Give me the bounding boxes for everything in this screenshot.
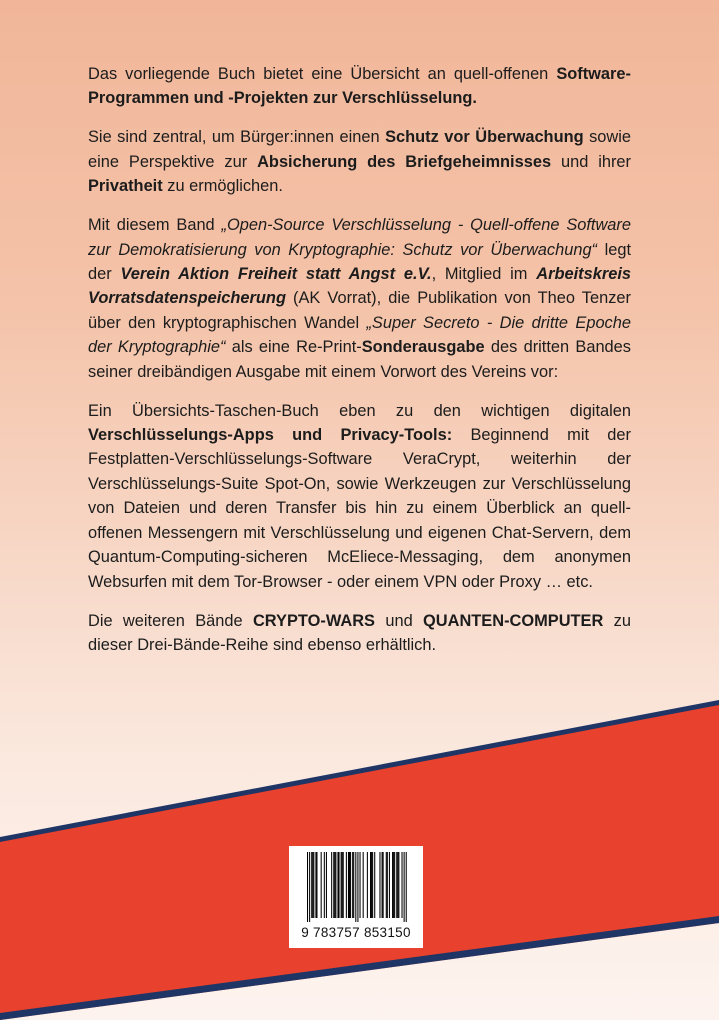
barcode-bar (352, 852, 353, 918)
barcode-bar (404, 852, 405, 922)
barcode-bar (397, 852, 398, 918)
barcode-bar (315, 852, 316, 918)
barcode-bar (383, 852, 384, 918)
barcode-bar (324, 852, 325, 918)
barcode-bar (374, 852, 375, 918)
barcode-bar (350, 852, 351, 918)
barcode-bar (343, 852, 344, 918)
barcode-bar (387, 852, 388, 918)
barcode-bar (372, 852, 373, 918)
paragraph-2 (88, 125, 631, 198)
bold-text: Verschlüsselungs-Apps und Privacy-Tools: (88, 426, 453, 445)
barcode-bar (392, 852, 393, 918)
barcode-bar (371, 852, 372, 918)
barcode-bar (337, 852, 338, 918)
text: Ein Übersichts-Taschen-Buch eben zu den wichtigen digitalen (88, 401, 631, 420)
barcode-bar (316, 852, 317, 918)
barcode-bar (370, 852, 371, 918)
text: Sie sind zentral, um Bürger:innen einen (88, 128, 386, 147)
text: und ihrer (551, 152, 631, 171)
barcode-bar (394, 852, 395, 918)
text: (AK Vorrat), die Publikation von Theo Tenzer über den kryptographischen Wandel (88, 289, 631, 332)
italic-title: „Open-Source Verschlüsselung - Quell-offene Software zur Demokratisierung von Kryptographie: Schutz vor Überwachung“ (88, 216, 632, 259)
barcode-bar (379, 852, 380, 918)
barcode-bar (353, 852, 354, 918)
barcode-bar (406, 852, 407, 922)
barcode-bar (386, 852, 387, 918)
bold-italic-text: Arbeitskreis Vorratsdatenspeicherung (88, 265, 631, 308)
barcode-bar (341, 852, 342, 918)
bold-text: Privatheit (88, 177, 163, 196)
barcode-bar (334, 852, 335, 918)
isbn-barcode (289, 846, 423, 948)
bold-text: Absicherung des Briefgeheimnisses (257, 152, 552, 171)
text: Mit diesem Band (88, 216, 222, 235)
paragraph-3 (88, 213, 631, 384)
paragraph-1 (88, 62, 631, 111)
barcode-bar (389, 852, 390, 918)
barcode-bar (357, 852, 358, 922)
text: sowie eine Perspektive zur (88, 128, 631, 171)
barcode-bar (313, 852, 314, 918)
barcode-bar (360, 852, 361, 918)
blurb-text (88, 62, 631, 672)
barcode-bar (326, 852, 327, 918)
italic-title: „Super Secreto - Die dritte Epoche der Kryptographie“ (88, 313, 631, 357)
bold-text: Schutz vor Überwachung (385, 128, 584, 147)
barcode-bar (335, 852, 336, 918)
barcode-bar (312, 852, 313, 918)
barcode-bar (355, 852, 356, 922)
text: und (375, 611, 424, 630)
isbn-number: 9 783757 853150 (301, 925, 411, 940)
barcode-bar (367, 852, 368, 918)
text: Beginnend mit der Festplatten-Verschlüsselungs-Software VeraCrypt, weiterhin der Verschlüsselungs-Suite Spot-On, sowie Werkzeugen zur Verschlüsselung von Dateien und deren Transfer bis hin zu einem Überblick an quell-offenen Messengern mit Verschlüsselung und eigenen Chat-Servern, dem Quantum-Computing-sicheren McEliece-Messaging, dem anonymen Websurfen mit dem Tor-Browser - oder einem VPN oder Proxy … etc. (88, 426, 631, 591)
bold-italic-text: Verein Aktion Freiheit statt Angst e.V. (120, 265, 432, 284)
text: zu ermöglichen. (162, 177, 283, 196)
text: als eine Re-Print- (225, 338, 362, 357)
barcode-bar (402, 852, 403, 918)
barcode-bar (309, 852, 310, 922)
text: des dritten Bandes seiner dreibändigen Ausgabe mit einem Vorwort des Vereins vor: (88, 338, 631, 381)
barcode-bar (333, 852, 334, 918)
barcode-bar (311, 852, 312, 918)
barcode-bar (349, 852, 350, 918)
bold-text: Sonderausgabe (361, 338, 485, 357)
barcode-bar (398, 852, 399, 918)
barcode-bar (346, 852, 347, 918)
bold-text: CRYPTO-WARS (252, 611, 375, 630)
text: , Mitglied im (431, 265, 537, 284)
text: Das vorliegende Buch bietet eine Übersicht an quell-offenen (88, 65, 557, 83)
bold-text: Software-Programmen und -Projekten zur Verschlüsselung. (88, 65, 631, 108)
barcode-bar (396, 852, 397, 918)
bold-text: QUANTEN-COMPUTER (423, 611, 604, 630)
barcode-bar (307, 852, 308, 922)
barcode-bar (393, 852, 394, 918)
barcode-bar (348, 852, 349, 918)
text: Die weiteren Bände (88, 611, 253, 630)
barcode-bar (331, 852, 332, 918)
paragraph-5 (88, 609, 631, 658)
paragraph-4 (88, 399, 631, 594)
barcode-bar (321, 852, 322, 918)
text: legt der (88, 240, 631, 284)
barcode-bar (342, 852, 343, 918)
barcode-bar (363, 852, 364, 918)
text: zu dieser Drei-Bände-Reihe sind ebenso erhältlich. (88, 611, 631, 654)
barcode-bars (289, 846, 423, 926)
barcode-bar (382, 852, 383, 918)
barcode-bar (339, 852, 340, 918)
